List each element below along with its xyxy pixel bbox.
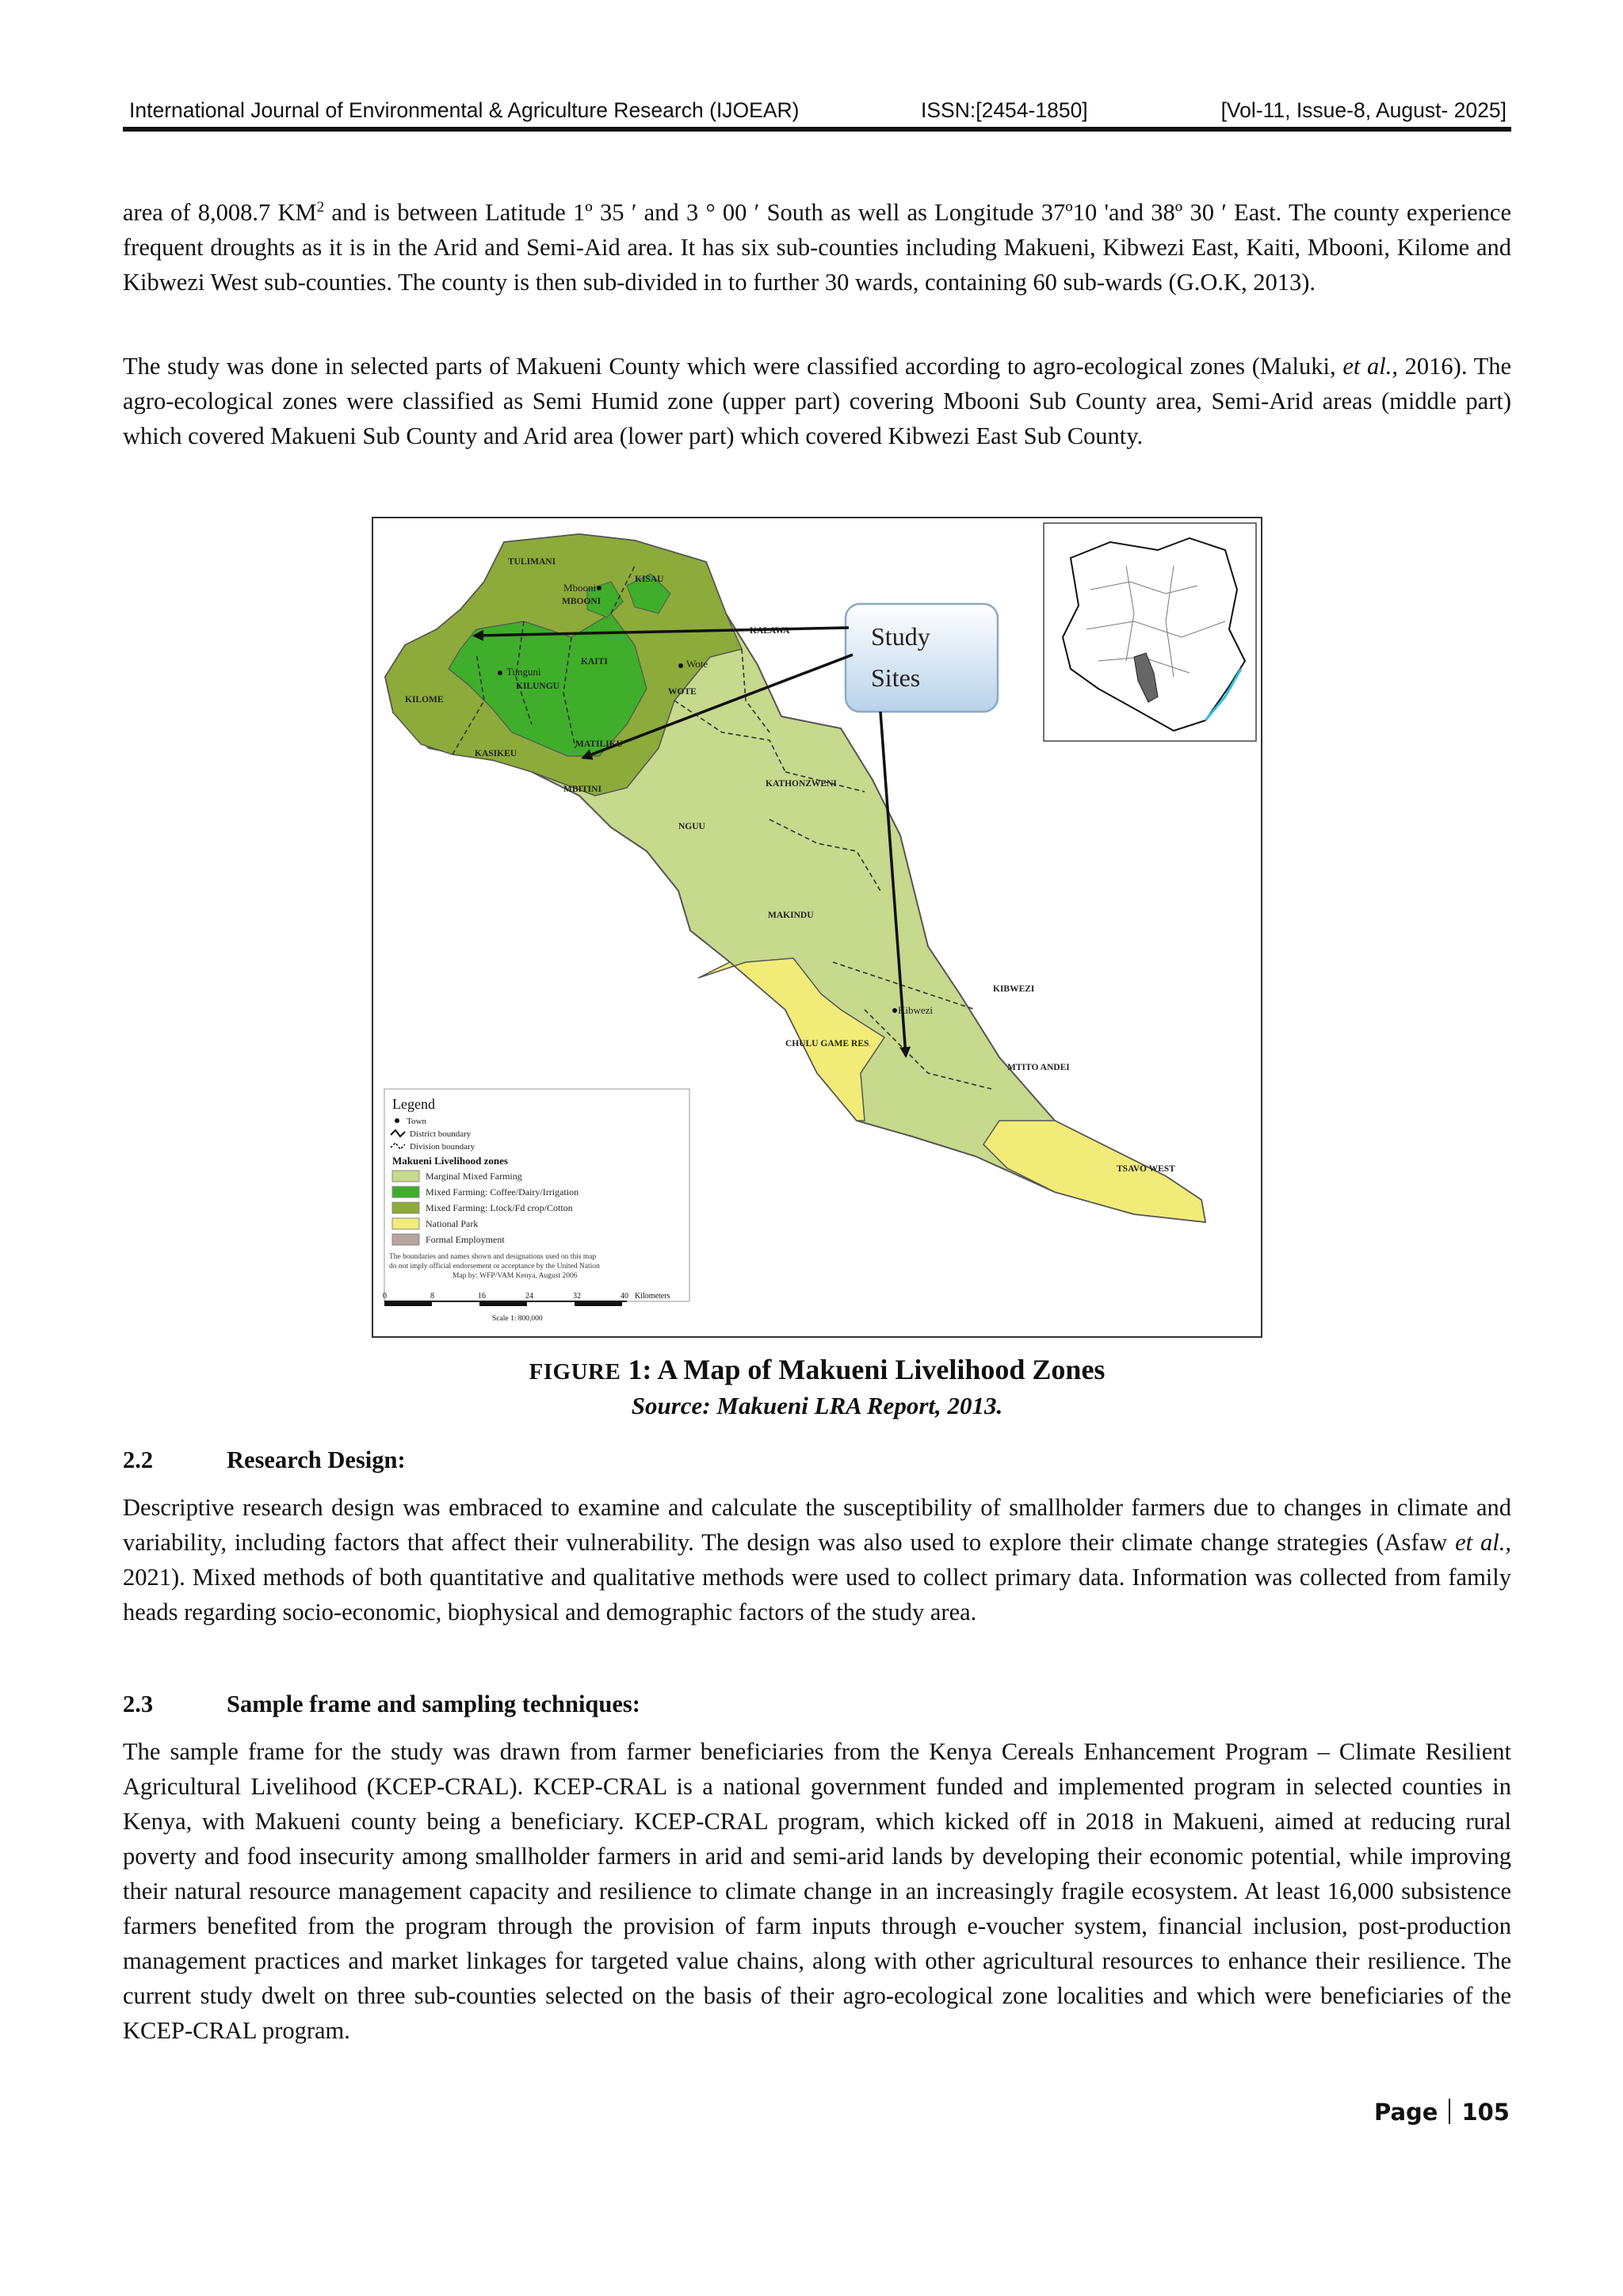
legend-zone-coffee: Mixed Farming: Coffee/Dairy/Irrigation bbox=[426, 1186, 579, 1198]
section-title: Sample frame and sampling techniques: bbox=[227, 1690, 640, 1717]
label-matiliku: MATILIKU bbox=[575, 739, 623, 749]
section-heading-research-design bbox=[123, 1444, 406, 1476]
section-number: 2.3 bbox=[123, 1690, 154, 1717]
label-kalawa: KALAWA bbox=[750, 626, 790, 636]
page-footer bbox=[1374, 2099, 1510, 2126]
label-kisau: KISAU bbox=[635, 575, 664, 584]
label-kibwezi-town: Kibwezi bbox=[898, 1004, 934, 1016]
label-tsavo-west: TSAVO WEST bbox=[1117, 1164, 1175, 1174]
label-tunguni-town: Tunguni bbox=[506, 666, 541, 678]
paragraph-text: 2016). The agro-ecological zones were classified as Semi Humid zone (upper part) covering Mbooni Sub County area, Semi-Arid areas (middle part) which covered Makueni Sub County and Arid area (lower part) which covered Kibwezi East Sub County. bbox=[123, 353, 1511, 449]
map-legend bbox=[384, 1089, 689, 1301]
legend-zone-formal: Formal Employment bbox=[426, 1234, 505, 1245]
label-kasikeu: KASIKEU bbox=[475, 749, 517, 758]
legend-town: Town bbox=[407, 1117, 426, 1126]
scale-tick: 32 bbox=[573, 1292, 581, 1301]
legend-zone-livestock: Mixed Farming: Ltock/Fd crop/Cotton bbox=[426, 1202, 573, 1213]
map-figure bbox=[372, 517, 1262, 1338]
page-number: 105 bbox=[1461, 2099, 1510, 2126]
label-kaiti: KAITI bbox=[581, 657, 608, 667]
study-sites-callout bbox=[846, 604, 998, 712]
scale-ratio: Scale 1: 800,000 bbox=[492, 1315, 543, 1323]
paragraph-text: area of 8,008.7 KM bbox=[123, 199, 317, 227]
journal-name: International Journal of Environmental & Agriculture Research (IJOEAR) bbox=[129, 98, 800, 122]
citation-italic: et al., bbox=[1455, 1529, 1511, 1556]
scale-tick: 40 bbox=[621, 1292, 628, 1301]
label-chulu: CHULU GAME RES bbox=[785, 1039, 869, 1049]
figure-source: Source: Makueni LRA Report, 2013. bbox=[631, 1392, 1003, 1419]
superscript: 2 bbox=[316, 199, 325, 216]
scale-tick: 24 bbox=[525, 1292, 533, 1301]
citation-italic: et al., bbox=[1342, 353, 1398, 380]
callout-line-1: Study bbox=[871, 622, 930, 651]
journal-issn: ISSN:[2454-1850] bbox=[921, 98, 1088, 122]
scale-tick: 16 bbox=[478, 1292, 486, 1301]
callout-line-2: Sites bbox=[871, 663, 921, 692]
page-label: Page bbox=[1373, 2099, 1438, 2126]
label-wote: WOTE bbox=[668, 687, 697, 697]
running-header bbox=[123, 94, 1511, 130]
label-kathonzweni: KATHONZWENI bbox=[766, 779, 837, 789]
paragraph-study-area bbox=[123, 190, 1511, 300]
legend-zones-title: Makueni Livelihood zones bbox=[392, 1155, 508, 1167]
legend-title: Legend bbox=[392, 1096, 435, 1112]
caption-title: 1: A Map of Makueni Livelihood Zones bbox=[621, 1354, 1106, 1385]
legend-zone-marginal: Marginal Mixed Farming bbox=[426, 1171, 522, 1182]
scale-tick: 8 bbox=[430, 1292, 434, 1301]
legend-disclaimer-3: Map by: WFP/VAM Kenya, August 2006 bbox=[453, 1272, 578, 1280]
legend-division: Division boundary bbox=[410, 1142, 475, 1152]
makueni-map bbox=[373, 518, 1261, 1336]
label-makindu: MAKINDU bbox=[768, 911, 814, 920]
label-mbooni-town: Mbooni bbox=[563, 582, 597, 594]
label-mtito-andei: MTITO ANDEI bbox=[1007, 1063, 1070, 1072]
header-rule bbox=[123, 127, 1511, 132]
label-kilungu: KILUNGU bbox=[516, 682, 559, 691]
journal-volume: [Vol-11, Issue-8, August- 2025] bbox=[1220, 98, 1507, 122]
section-title: Research Design: bbox=[227, 1446, 406, 1473]
paragraph-text: Descriptive research design was embraced to examine and calculate the susceptibility of smallholder farmers due to changes in climate and variability, including factors that affect their vulnerability. The design was also used to explore their climate change strategies (Asfaw bbox=[123, 1494, 1511, 1556]
label-mbitini: MBITINI bbox=[563, 785, 601, 794]
legend-disclaimer-2: do not imply official endorsement or acceptance by the United Nation bbox=[389, 1263, 600, 1270]
label-kilome: KILOME bbox=[405, 695, 444, 705]
legend-zone-park: National Park bbox=[426, 1218, 479, 1229]
paragraph-text: The study was done in selected parts of Makueni County which were classified according to agro-ecological zones (Maluki, bbox=[123, 353, 1343, 380]
scale-tick: 0 bbox=[383, 1292, 387, 1301]
label-kibwezi: KIBWEZI bbox=[993, 984, 1035, 994]
paragraph-text: 2021). Mixed methods of both quantitative and qualitative methods were used to collect primary data. Information was collected from family heads regarding socio-economic, biophysical and demographic factors of the study area. bbox=[123, 1564, 1511, 1626]
figure-caption bbox=[123, 1352, 1511, 1389]
label-wote-town: Wote bbox=[686, 658, 708, 670]
scale-unit: Kilometers bbox=[635, 1292, 670, 1301]
paragraph-research-design bbox=[123, 1490, 1511, 1629]
legend-disclaimer-1: The boundaries and names shown and designations used on this map bbox=[389, 1253, 597, 1261]
caption-prefix: FIGURE bbox=[529, 1359, 621, 1385]
label-mbooni: MBOONI bbox=[562, 597, 601, 606]
section-number: 2.2 bbox=[123, 1446, 154, 1473]
label-tulimani: TULIMANI bbox=[508, 557, 556, 567]
label-nguu: NGUU bbox=[678, 822, 705, 831]
legend-district: District boundary bbox=[410, 1129, 472, 1139]
paragraph-text: and is between Latitude 1º 35 ′ and 3 ° 00 ′ South as well as Longitude 37º10 'and 38º 30 ′ East. The county experience frequent droughts as it is in the Arid and Semi-Aid area. It has six sub-counties including Makueni, Kibwezi East, Kaiti, Mbooni, Kilome and Kibwezi West sub-counties. The county is then sub-divided in to further 30 wards, containing 60 sub-wards (G.O.K, 2013). bbox=[123, 199, 1511, 296]
page-separator bbox=[1449, 2099, 1450, 2124]
paragraph-sampling-frame: The sample frame for the study was drawn from farmer beneficiaries from the Kenya Cereals Enhancement Program – Climate Resilient Agricultural Livelihood (KCEP-CRAL). KCEP-CRAL is a national government funded and implemented program in selected counties in Kenya, with Makueni county being a beneficiary. KCEP-CRAL program, which kicked off in 2018 in Makueni, aimed at reducing rural poverty and food insecurity among smallholder farmers in arid and semi-arid lands by developing their economic potential, while improving their natural resource management capacity and resilience to climate change in an increasingly fragile ecosystem. At least 16,000 subsistence farmers benefited from the program through the provision of farm inputs through e-voucher system, financial inclusion, post-production management practices and market linkages for targeted value chains, along with other agricultural resources to enhance their resilience. The current study dwelt on three sub-counties selected on the basis of their agro-ecological zone localities and which were beneficiaries of the KCEP-CRAL program. bbox=[123, 1738, 1511, 2044]
kenya-inset-map bbox=[1044, 523, 1256, 741]
paragraph-agro-zones bbox=[123, 349, 1511, 453]
section-heading-sampling bbox=[123, 1688, 640, 1720]
